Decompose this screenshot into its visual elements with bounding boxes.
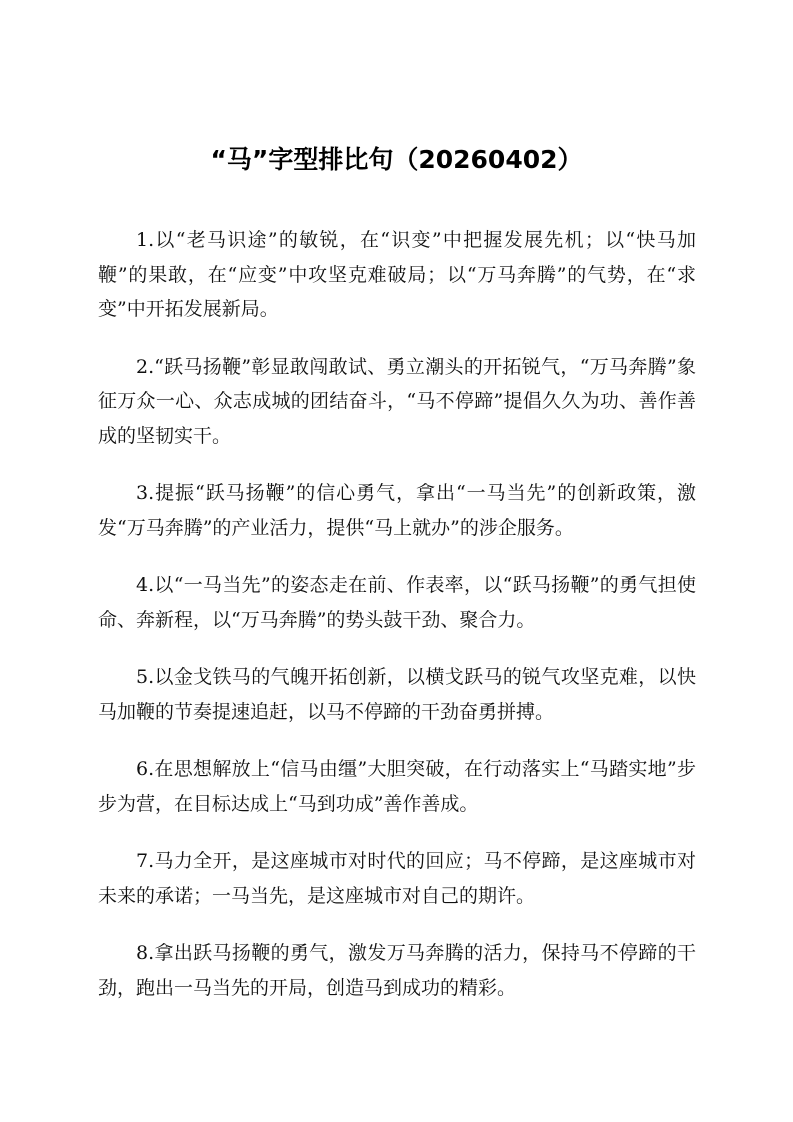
paragraph-8: 8.拿出跃马扬鞭的勇气，激发万马奔腾的活力，保持马不停蹄的干劲，跑出一马当先的开局，创造马到成功的精彩。: [98, 942, 696, 999]
document-title: “马”字型排比句（20260402）: [210, 145, 583, 174]
paragraph-4: 4.以“一马当先”的姿态走在前、作表率，以“跃马扬鞭”的勇气担使命、奔新程，以“万马奔腾”的势头鼓干劲、聚合力。: [98, 574, 696, 631]
paragraph-2: 2.“跃马扬鞭”彰显敢闯敢试、勇立潮头的开拓锐气，“万马奔腾”象征万众一心、众志成城的团结奋斗，“马不停蹄”提倡久久为功、善作善成的坚韧实干。: [98, 355, 696, 447]
paragraph-7: 7.马力全开，是这座城市对时代的回应；马不停蹄，是这座城市对未来的承诺；一马当先，是这座城市对自己的期许。: [98, 850, 696, 907]
paragraph-3: 3.提振“跃马扬鞭”的信心勇气，拿出“一马当先”的创新政策，激发“万马奔腾”的产业活力，提供“马上就办”的涉企服务。: [98, 482, 696, 539]
document-body: [98, 223, 696, 1028]
paragraph-1: 1.以“老马识途”的敏锐，在“识变”中把握发展先机；以“快马加鞭”的果敢，在“应变”中攻坚克难破局；以“万马奔腾”的气势，在“求变”中开拓发展新局。: [98, 229, 696, 320]
paragraph-5: 5.以金戈铁马的气魄开拓创新，以横戈跃马的锐气攻坚克难，以快马加鞭的节奏提速追赶，以马不停蹄的干劲奋勇拼搏。: [98, 666, 696, 723]
paragraph-6: 6.在思想解放上“信马由缰”大胆突破，在行动落实上“马踏实地”步步为营，在目标达成上“马到功成”善作善成。: [98, 758, 696, 815]
